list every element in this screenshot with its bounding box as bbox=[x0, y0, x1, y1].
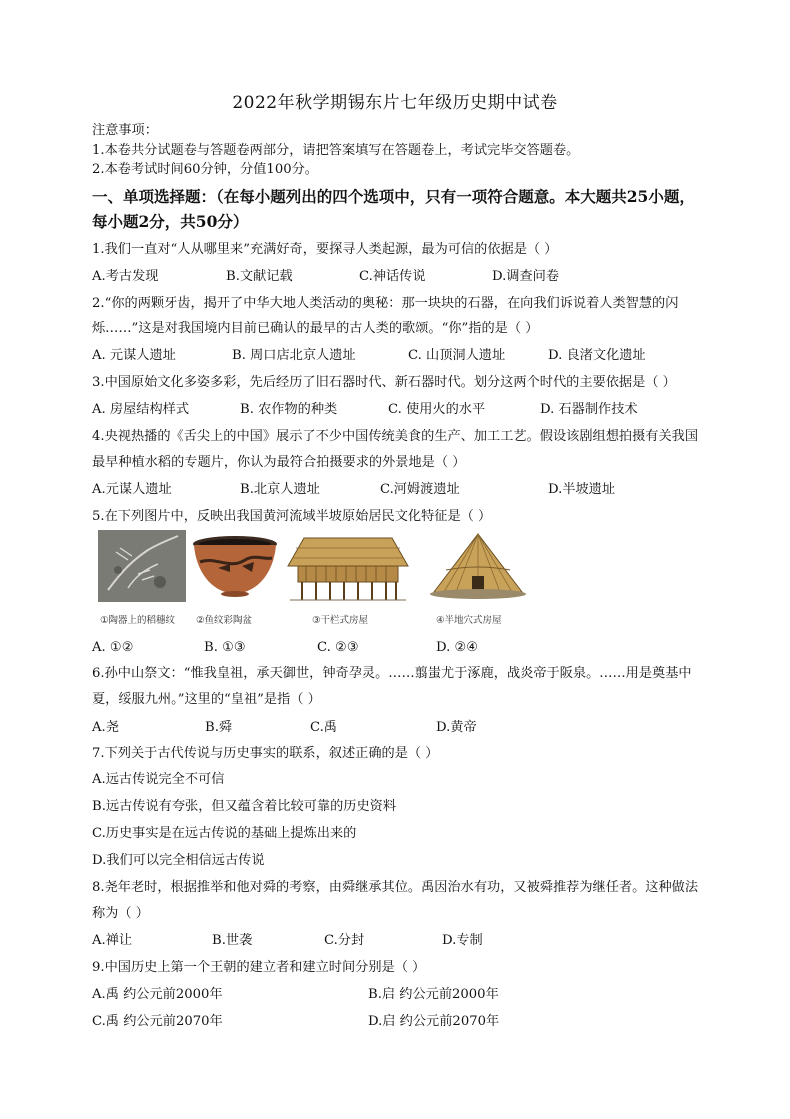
question-3-stem: 3.中国原始文化多姿多彩，先后经历了旧石器时代、新石器时代。划分这两个时代的主要依据是（ ） bbox=[92, 375, 676, 390]
question-9-stem: 9.中国历史上第一个王朝的建立者和建立时间分别是（ ） bbox=[92, 960, 426, 975]
figure-stilt-house bbox=[286, 530, 410, 626]
option-b: B.舜 bbox=[205, 720, 233, 735]
section-heading-line-1: 一、单项选择题：（在每小题列出的四个选项中，只有一项符合题意。本大题共25小题， bbox=[92, 187, 695, 206]
option-d: D.启 约公元前2070年 bbox=[368, 1014, 500, 1029]
option-d: D.半坡遗址 bbox=[548, 482, 616, 497]
figure-fish-basin bbox=[190, 530, 280, 626]
option-c: C.河姆渡遗址 bbox=[380, 482, 460, 497]
option-d: D.调查问卷 bbox=[492, 269, 560, 284]
option-a: A. 房屋结构样式 bbox=[92, 402, 190, 417]
option-b: B. 周口店北京人遗址 bbox=[232, 348, 356, 363]
section-heading-line-2: 每小题2分，共50分） bbox=[92, 212, 249, 231]
option-b: B.世袭 bbox=[212, 933, 253, 948]
exam-title: 2022年秋学期锡东片七年级历史期中试卷 bbox=[232, 93, 558, 113]
question-7-option-b: B.远古传说有夸张，但又蕴含着比较可靠的历史资料 bbox=[92, 799, 397, 814]
question-8-stem-1: 8.尧年老时，根据推举和他对舜的考察，由舜继承其位。禹因治水有功，又被舜推荐为继任者。这种做法 bbox=[92, 880, 699, 895]
question-2-stem-2: 烁……”这是对我国境内目前已确认的最早的古人类的歌颂。“你”指的是（ ） bbox=[92, 321, 539, 336]
rice-pattern-pottery-image bbox=[98, 530, 186, 602]
option-d: D. ②④ bbox=[436, 640, 479, 655]
option-a: A. ①② bbox=[92, 640, 134, 655]
option-d: D. 良渚文化遗址 bbox=[548, 348, 646, 363]
option-d: D.专制 bbox=[442, 933, 483, 948]
option-c: C. 山顶洞人遗址 bbox=[408, 348, 506, 363]
option-b: B.北京人遗址 bbox=[240, 482, 320, 497]
figure-caption-4: ④半地穴式房屋 bbox=[436, 615, 502, 626]
semi-subterranean-house-image bbox=[426, 530, 530, 602]
question-4-stem-2: 最早种植水稻的专题片，你认为最符合拍摄要求的外景地是（ ） bbox=[92, 455, 466, 470]
question-8-stem-2: 称为（ ） bbox=[92, 906, 149, 921]
option-c: C.禹 约公元前2070年 bbox=[92, 1014, 223, 1029]
question-1-stem: 1.我们一直对“人从哪里来”充满好奇，要探寻人类起源，最为可信的依据是（ ） bbox=[92, 242, 558, 257]
figure-caption-3: ③干栏式房屋 bbox=[312, 615, 369, 626]
figure-caption-2: ②鱼纹彩陶盆 bbox=[196, 615, 253, 626]
question-2-stem-1: 2.“你的两颗牙齿，揭开了中华大地人类活动的奥秘：那一块块的石器，在向我们诉说着人类智慧的闪 bbox=[92, 296, 679, 311]
question-5-stem: 5.在下列图片中，反映出我国黄河流域半坡原始居民文化特征是（ ） bbox=[92, 509, 492, 524]
option-b: B. 农作物的种类 bbox=[240, 402, 338, 417]
option-d: D.黄帝 bbox=[436, 720, 477, 735]
stilt-house-image bbox=[286, 530, 410, 602]
option-c: C.禹 bbox=[310, 720, 337, 735]
option-a: A.元谋人遗址 bbox=[92, 482, 172, 497]
figure-pit-house bbox=[426, 530, 530, 626]
option-c: C.神话传说 bbox=[359, 269, 426, 284]
question-7-stem: 7.下列关于古代传说与历史事实的联系，叙述正确的是（ ） bbox=[92, 746, 439, 761]
question-4-stem-1: 4.央视热播的《舌尖上的中国》展示了不少中国传统美食的生产、加工工艺。假设该剧组想拍摄有关我国 bbox=[92, 429, 699, 444]
question-7-option-a: A.远古传说完全不可信 bbox=[92, 772, 225, 787]
option-d: D. 石器制作技术 bbox=[540, 402, 638, 417]
figure-rice-pattern bbox=[98, 530, 186, 626]
option-c: C. ②③ bbox=[317, 640, 359, 655]
question-6-stem-1: 6.孙中山祭文：“惟我皇祖，承天御世，钟奇孕灵。……翦蚩尤于涿鹿，战炎帝于阪泉。……用是奠基中 bbox=[92, 666, 692, 681]
question-5-figures bbox=[98, 530, 538, 630]
option-c: C. 使用火的水平 bbox=[388, 402, 486, 417]
option-b: B.文献记载 bbox=[226, 269, 293, 284]
option-a: A.考古发现 bbox=[92, 269, 159, 284]
option-a: A.禅让 bbox=[92, 933, 133, 948]
option-a: A.禹 约公元前2000年 bbox=[92, 987, 223, 1002]
question-7-option-d: D.我们可以完全相信远古传说 bbox=[92, 853, 265, 868]
notice-item-1: 1.本卷共分试题卷与答题卷两部分，请把答案填写在答题卷上，考试完毕交答题卷。 bbox=[92, 143, 580, 158]
question-6-stem-2: 夏，绥服九州。”这里的“皇祖”是指（ ） bbox=[92, 692, 321, 707]
fish-pattern-basin-image bbox=[190, 530, 280, 602]
notice-item-2: 2.本卷考试时间60分钟，分值100分。 bbox=[92, 162, 318, 177]
option-a: A. 元谋人遗址 bbox=[92, 348, 176, 363]
notice-heading: 注意事项： bbox=[92, 123, 158, 138]
option-b: B. ①③ bbox=[204, 640, 246, 655]
question-7-option-c: C.历史事实是在远古传说的基础上提炼出来的 bbox=[92, 826, 357, 841]
option-c: C.分封 bbox=[324, 933, 365, 948]
option-b: B.启 约公元前2000年 bbox=[368, 987, 499, 1002]
figure-caption-1: ①陶器上的稻穗纹 bbox=[100, 615, 176, 626]
option-a: A.尧 bbox=[92, 720, 119, 735]
